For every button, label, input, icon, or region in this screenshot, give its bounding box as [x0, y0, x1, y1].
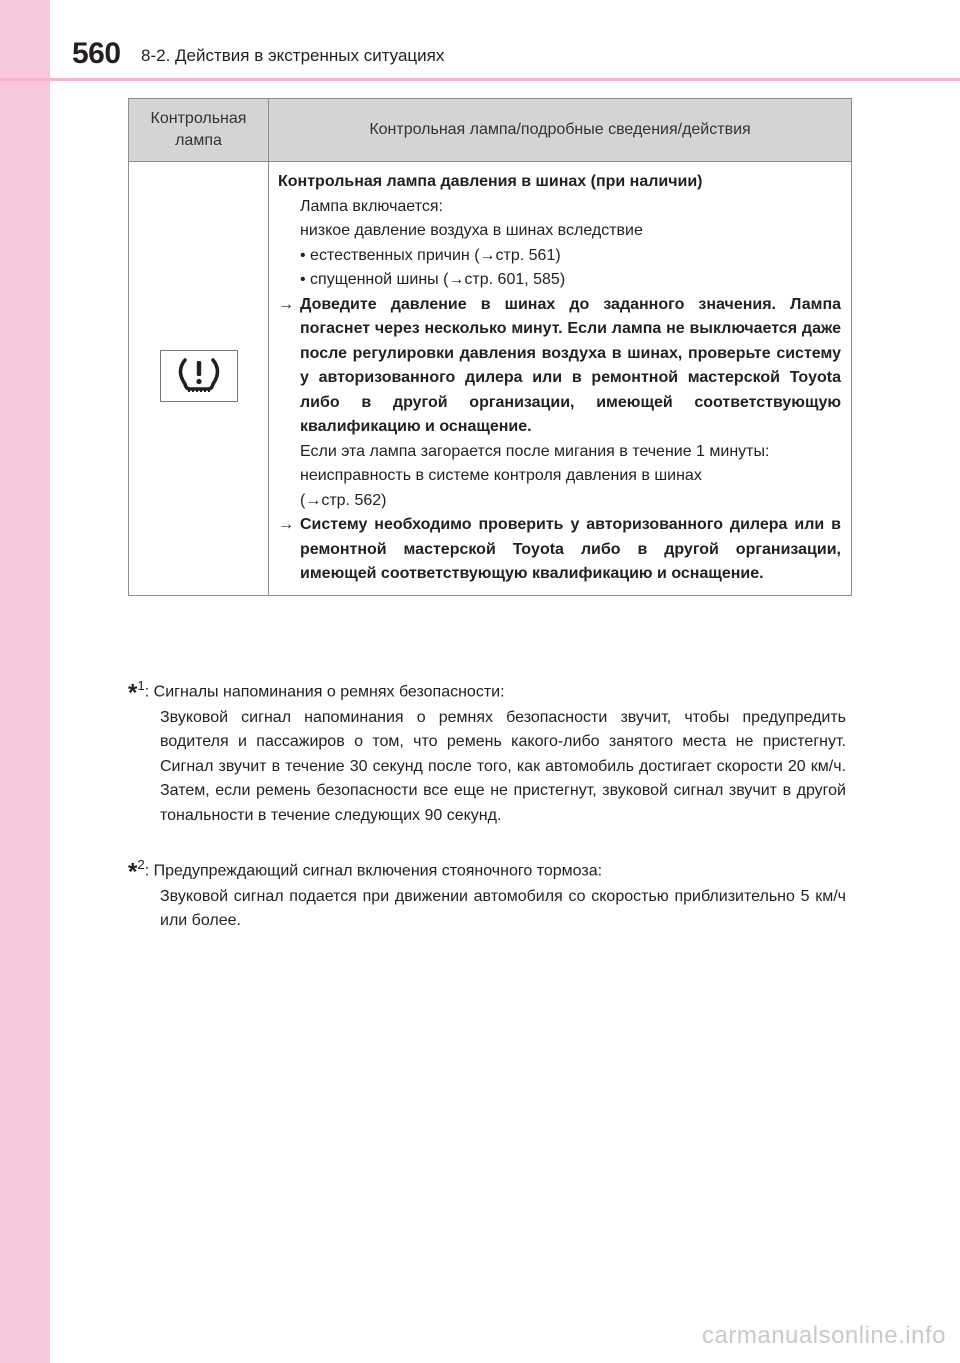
footnote-title	[128, 853, 846, 885]
watermark: carmanualsonline.info	[702, 1322, 946, 1349]
footnote-title-text: : Сигналы напоминания о ремнях безопасности:	[144, 683, 505, 701]
action-instruction	[278, 513, 841, 587]
table-header-row	[129, 99, 852, 162]
arrow-icon: →	[278, 295, 294, 313]
col-details-header: Контрольная лампа/подробные сведения/действия	[269, 99, 852, 162]
footnote-body: Звуковой сигнал напоминания о ремнях безопасности звучит, чтобы предупредить водителя и пассажиров о том, что ремень какого-либо занятого места не пристегнут. Сигнал звучит в течение 30 секунд после того, как автомобиль достигает скорости 20 км/ч. Затем, если ремень безопасности все еще не пристегнут, звуковой сигнал звучит в другой тональности в течение следующих 90 секунд.	[160, 708, 846, 824]
action-instruction	[278, 293, 841, 440]
footnote-body: Звуковой сигнал подается при движении автомобиля со скоростью приблизительно 5 км/ч или более.	[160, 887, 846, 930]
page-number: 560	[72, 37, 121, 70]
description-line: низкое давление воздуха в шинах вследствие	[300, 222, 643, 239]
description-line: Если эта лампа загорается после мигания в течение 1 минуты:	[300, 442, 770, 460]
footnote	[128, 674, 846, 828]
footnote-number: 2	[137, 857, 145, 872]
footnote-title	[128, 674, 846, 706]
cause-bullet: • спущенной шины (→стр. 601, 585)	[300, 271, 566, 288]
tire-pressure-warning-icon	[160, 350, 238, 402]
section-title: 8-2. Действия в экстренных ситуациях	[141, 46, 445, 65]
footnote-number: 1	[137, 678, 145, 693]
side-color-band	[0, 0, 50, 1363]
description-line: (→стр. 562)	[300, 491, 387, 509]
description-line: неисправность в системе контроля давления в шинах	[300, 467, 702, 484]
col-lamp-header: Контрольная лампа	[129, 99, 269, 162]
cause-bullet: • естественных причин (→стр. 561)	[300, 246, 561, 264]
entry-title: Контрольная лампа давления в шинах (при наличии)	[278, 173, 703, 190]
arrow-icon: →	[278, 516, 294, 533]
footnote-title-text: : Предупреждающий сигнал включения стояночного тормоза:	[144, 862, 603, 880]
lamp-icon-cell	[129, 162, 269, 596]
footnote-marker: *	[128, 679, 138, 707]
warning-lamp-table	[128, 98, 852, 596]
lamp-description-cell	[269, 162, 852, 596]
footnote-marker: *	[128, 858, 138, 886]
footnote	[128, 853, 846, 934]
table-row	[129, 162, 852, 596]
header-divider	[0, 78, 960, 81]
description-line: Лампа включается:	[300, 197, 443, 215]
action-text: Доведите давление в шинах до заданного значения. Лампа погаснет через несколько минут. Если лампа не выключается даже после регулировки давления воздуха в шинах, проверьте систему у авторизованного дилера или в ремонтной мастерской Toyota либо в другой организации, имеющей соответствующую квалификацию и оснащение.	[300, 295, 841, 435]
action-text: Систему необходимо проверить у авторизованного дилера или в ремонтной мастерской Toyota либо в другой организации, имеющей соответствующую квалификацию и оснащение.	[300, 516, 841, 582]
